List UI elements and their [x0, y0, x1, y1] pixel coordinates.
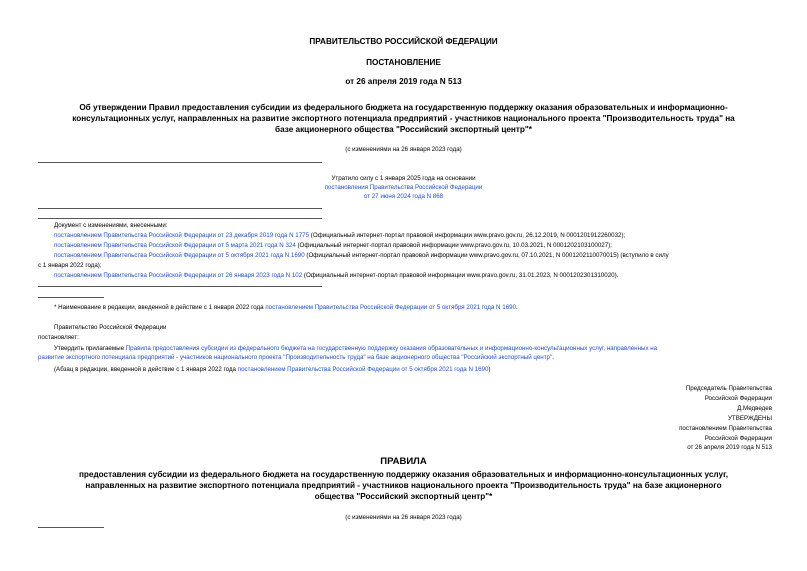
date-number-heading: от 26 апреля 2019 года N 513 — [345, 77, 462, 86]
change-link[interactable]: постановлением Правительства Российской Федерации от 5 октября 2021 года N 1690 — [54, 252, 305, 259]
divider — [38, 527, 104, 528]
footnote-end: . — [516, 304, 518, 311]
footnote-link[interactable]: постановлением Правительства Российской Федерации от 5 октября 2021 года N 1690 — [265, 304, 517, 311]
change-text: (Официальный интернет-портал правовой информации www.pravo.gov.ru, 10.03.2021, N 0001202103100027); — [295, 242, 612, 249]
change-text: (Официальный интернет-портал правовой информации www.pravo.gov.ru, 31.01.2023, N 0001202301310020). — [302, 272, 619, 279]
approval-line: от 26 апреля 2019 года N 513 — [687, 444, 772, 452]
approve-paragraph — [54, 344, 657, 353]
footnote — [54, 303, 518, 312]
footnote-text: * Наименование в редакции, введенной в действие с 1 января 2022 года — [54, 304, 266, 311]
rules-line: общества "Российский экспортный центр"* — [314, 492, 493, 501]
approve-end: . — [552, 354, 554, 361]
rules-title: ПРАВИЛА — [380, 456, 427, 467]
title-line: базе акционерного общества "Российский экспортный центр"* — [275, 125, 532, 134]
paragraph-note-end: ) — [488, 366, 491, 373]
changes-intro: Документ с изменениями, внесенными: — [54, 222, 168, 229]
change-item-wrap: с 1 января 2022 года); — [38, 262, 102, 269]
paragraph-note — [54, 365, 490, 374]
signature-line: Российской Федерации — [704, 394, 772, 402]
paragraph-note-text: (Абзац в редакции, введенной в действие с 1 января 2022 года — [54, 366, 238, 373]
divider — [38, 286, 322, 287]
signature-block — [679, 384, 772, 453]
divider — [38, 218, 322, 219]
title-line: консультационных услуг, направленных на развитие экспортного потенциала предприятий - участников национального проекта "Производительность труда" на — [72, 114, 735, 123]
change-text: (Официальный интернет-портал правовой информации www.pravo.gov.ru, 07.10.2021, N 0001202110070015) (вступило в силу — [304, 252, 669, 259]
rules-line: направленных на развитие экспортного потенциала предприятий - участников национального проекта "Производительность труда" на базе акционерного — [85, 481, 722, 490]
change-item — [54, 251, 669, 260]
approve-paragraph-cont — [38, 353, 554, 362]
amended-note: (с изменениями на 26 января 2023 года) — [345, 146, 462, 153]
change-item — [54, 231, 625, 240]
rules-subtitle — [30, 469, 777, 502]
expired-link[interactable]: постановления Правительства Российской Федерации — [324, 184, 483, 191]
body-decides: постановляет: — [38, 334, 79, 341]
approve-rules-link[interactable]: Правила предоставления субсидии из федерального бюджета на государственную поддержку оказания образовательных и информационно-консультационных услуг, направленных на — [125, 345, 658, 352]
divider — [38, 162, 322, 163]
expired-link-date[interactable]: от 27 июня 2024 года N 868 — [363, 193, 444, 200]
change-link[interactable]: постановлением Правительства Российской Федерации от 5 марта 2021 года N 324 — [54, 242, 296, 249]
change-item — [54, 271, 618, 280]
change-link[interactable]: постановлением Правительства Российской Федерации от 23 декабря 2019 года N 1775 — [54, 232, 310, 239]
signature-line: Д.Медведев — [737, 404, 772, 412]
approval-line: Российской Федерации — [704, 434, 772, 442]
rules-amended-note: (с изменениями на 26 января 2023 года) — [345, 514, 462, 521]
paragraph-note-link[interactable]: постановлением Правительства Российской Федерации от 5 октября 2021 года N 1690 — [237, 366, 489, 373]
body-gov: Правительство Российской Федерации — [54, 324, 167, 331]
approval-line: УТВЕРЖДЕНЫ — [728, 414, 772, 422]
org-heading: ПРАВИТЕЛЬСТВО РОССИЙСКОЙ ФЕДЕРАЦИИ — [309, 37, 498, 46]
footnote-divider — [38, 297, 104, 298]
title-line: Об утверждении Правил предоставления субсидии из федерального бюджета на государственную поддержку оказания образовательных и информационно- — [79, 103, 728, 112]
change-link[interactable]: постановлением Правительства Российской Федерации от 26 января 2023 года N 102 — [54, 272, 303, 279]
divider — [38, 208, 322, 209]
approve-rules-link-cont[interactable]: развитие экспортного потенциала предприятий - участников национального проекта "Производительность труда" на базе акционерного общества "Российский экспортный центр" — [38, 354, 553, 361]
rules-line: предоставления субсидии из федерального бюджета на государственную поддержку оказания образовательных и информационно-консультационных услуг, — [78, 470, 729, 479]
signature-line: Председатель Правительства — [685, 385, 772, 392]
approve-text: Утвердить прилагаемые — [54, 345, 126, 352]
doc-type-heading: ПОСТАНОВЛЕНИЕ — [366, 58, 441, 67]
document-title — [30, 102, 777, 135]
expired-note: Утратило силу с 1 января 2025 года на основании — [331, 175, 476, 182]
approval-line: постановлением Правительства — [679, 424, 772, 432]
change-text: (Официальный интернет-портал правовой информации www.pravo.gov.ru, 26.12.2019, N 0001201912260032); — [309, 232, 626, 239]
change-item — [54, 241, 612, 250]
